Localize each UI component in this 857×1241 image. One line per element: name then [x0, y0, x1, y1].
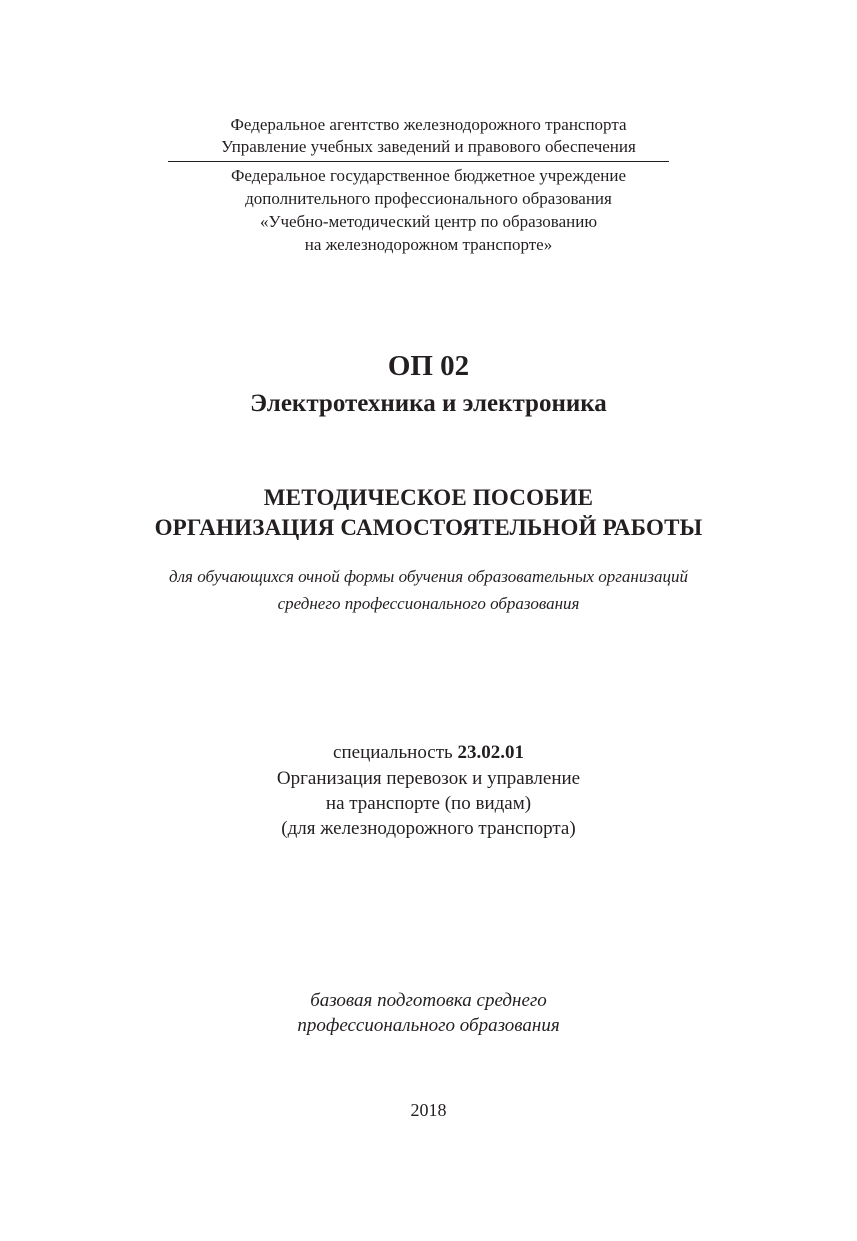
- specialty-prefix: специальность: [333, 742, 453, 763]
- course-code: ОП 02: [387, 350, 470, 382]
- doc-type-line-2: ОРГАНИЗАЦИЯ САМОСТОЯТЕЛЬНОЙ РАБОТЫ: [154, 515, 703, 540]
- doc-type-line-1: МЕТОДИЧЕСКОЕ ПОСОБИЕ: [263, 485, 594, 510]
- audience-line-2: среднего профессионального образования: [277, 594, 580, 613]
- level-line-2: профессионального образования: [297, 1015, 560, 1036]
- specialty-code-line: [0, 742, 857, 764]
- header-divider: [168, 161, 669, 162]
- institution-line-2: дополнительного профессионального образования: [245, 189, 612, 208]
- specialty-code: 23.02.01: [457, 742, 524, 763]
- institution-line-1: Федеральное государственное бюджетное учреждение: [230, 166, 627, 185]
- level-line-1: базовая подготовка среднего: [310, 990, 547, 1011]
- agency-name: Федеральное агентство железнодорожного транспорта: [230, 115, 627, 134]
- institution-line-3: «Учебно-методический центр по образованию: [259, 212, 598, 231]
- course-subject: Электротехника и электроника: [250, 390, 607, 417]
- specialty-line-3: (для железнодорожного транспорта): [281, 818, 576, 839]
- specialty-line-2: на транспорте (по видам): [325, 793, 532, 814]
- publication-year: 2018: [410, 1100, 447, 1120]
- institution-line-4: на железнодорожном транспорте»: [304, 235, 553, 254]
- audience-line-1: для обучающихся очной формы обучения образовательных организаций: [169, 567, 688, 586]
- department-name: Управление учебных заведений и правового обеспечения: [221, 137, 636, 156]
- specialty-line-1: Организация перевозок и управление: [276, 768, 581, 789]
